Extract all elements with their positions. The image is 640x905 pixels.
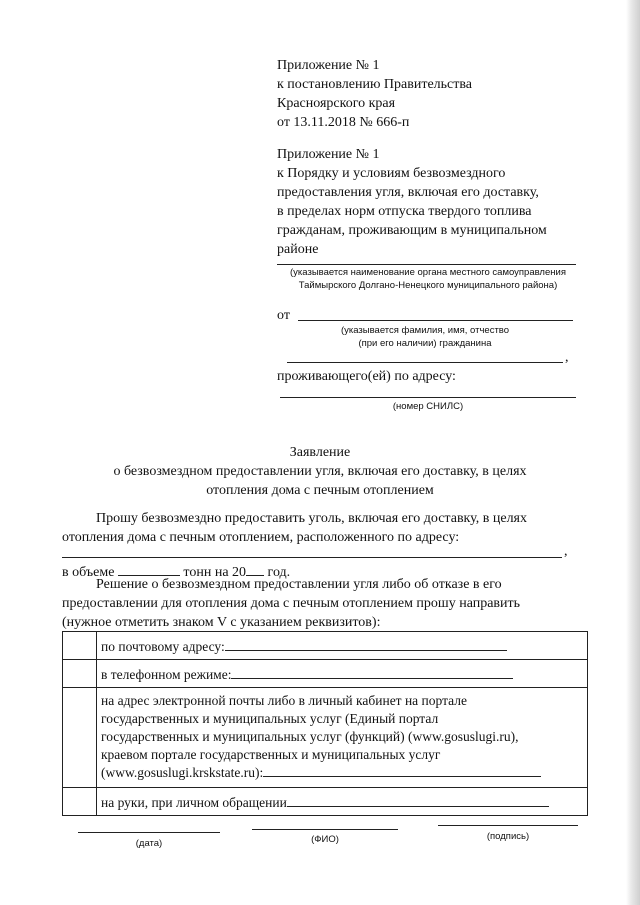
from-label: от [277,308,290,323]
organ-name-field[interactable] [277,264,576,265]
option-cell [97,788,588,816]
appendix-2-line: районе [277,242,319,257]
fio-hint: (при его наличии) гражданина [358,338,492,349]
fio-field[interactable] [252,829,398,830]
house-address-field[interactable] [62,557,562,558]
volume-prefix: в объеме [62,565,115,580]
snils-field[interactable] [280,397,576,398]
fio-hint: (ФИО) [311,834,339,845]
in-person-field[interactable] [287,794,549,807]
volume-mid: тонн на 20 [183,565,247,580]
option-label: государственных и муниципальных услуг (функций) (www.gosuslugi.ru), [101,729,519,744]
volume-suffix: год. [267,565,291,580]
option-checkbox[interactable] [63,688,97,788]
signature-hint: (подпись) [486,831,530,842]
request-text: Прошу безвозмездно предоставить уголь, включая его доставку, в целях [96,511,527,526]
request-text: отопления дома с печным отоплением, расположенного по адресу: [62,530,460,545]
appendix-1-line: от 13.11.2018 № 666-п [277,115,410,130]
option-row [63,788,588,816]
decision-text: (нужное отметить знаком V с указанием реквизитов): [62,615,381,630]
fio-hint: (указывается фамилия, имя, отчество [340,325,510,336]
option-checkbox[interactable] [63,788,97,816]
decision-text: предоставлении для отопления дома с печным отоплением прошу направить [62,596,521,611]
option-cell [97,660,588,688]
statement-subtitle: о безвозмездном предоставлении угля, включая его доставку, в целях [113,464,527,479]
comma: , [564,544,568,559]
option-row [63,688,588,788]
option-label: государственных и муниципальных услуг (Единый портал [101,711,439,726]
appendix-2-line: в пределах норм отпуска твердого топлива [277,204,532,219]
option-checkbox[interactable] [63,660,97,688]
appendix-2-line: предоставления угля, включая его доставку, [277,185,539,200]
date-field[interactable] [78,832,220,833]
option-cell [97,632,588,660]
address-label: проживающего(ей) по адресу: [277,369,456,384]
appendix-1-line: Красноярского края [277,96,396,111]
statement-title: Заявление [289,445,351,460]
option-label: в телефонном режиме: [101,667,232,682]
organ-hint: (указывается наименование органа местного самоуправления [290,267,566,278]
comma: , [565,350,569,365]
statement-subtitle: отопления дома с печным отоплением [206,483,434,498]
decision-text: Решение о безвозмездном предоставлении угля либо об отказе в его [96,577,502,592]
applicant-fio-field-2[interactable] [287,362,563,363]
organ-hint: Таймырского Долгано-Ненецкого муниципального района) [298,280,558,291]
postal-address-field[interactable] [225,638,507,651]
option-row [63,632,588,660]
option-label: краевом портале государственных и муниципальных услуг [101,747,441,762]
signature-field[interactable] [438,825,578,826]
option-label: на адрес электронной почты либо в личный кабинет на портале [101,693,468,708]
appendix-2-line: к Порядку и условиям безвозмездного [277,166,506,181]
snils-hint: (номер СНИЛС) [392,401,464,412]
appendix-1-line: к постановлению Правительства [277,77,473,92]
option-checkbox[interactable] [63,632,97,660]
option-label: (www.gosuslugi.krskstate.ru): [101,765,264,780]
option-label: на руки, при личном обращении [101,795,287,810]
appendix-1-title: Приложение № 1 [277,58,380,73]
phone-field[interactable] [231,666,513,679]
appendix-2-title: Приложение № 1 [277,147,380,162]
applicant-fio-field[interactable] [298,320,573,321]
option-cell [97,688,588,788]
option-label: по почтовому адресу: [101,639,225,654]
appendix-2-line: гражданам, проживающим в муниципальном [277,223,547,238]
date-hint: (дата) [135,838,163,849]
email-field[interactable] [263,764,541,777]
scan-edge-shadow [626,0,640,905]
delivery-options-table [62,631,588,816]
option-row [63,660,588,688]
